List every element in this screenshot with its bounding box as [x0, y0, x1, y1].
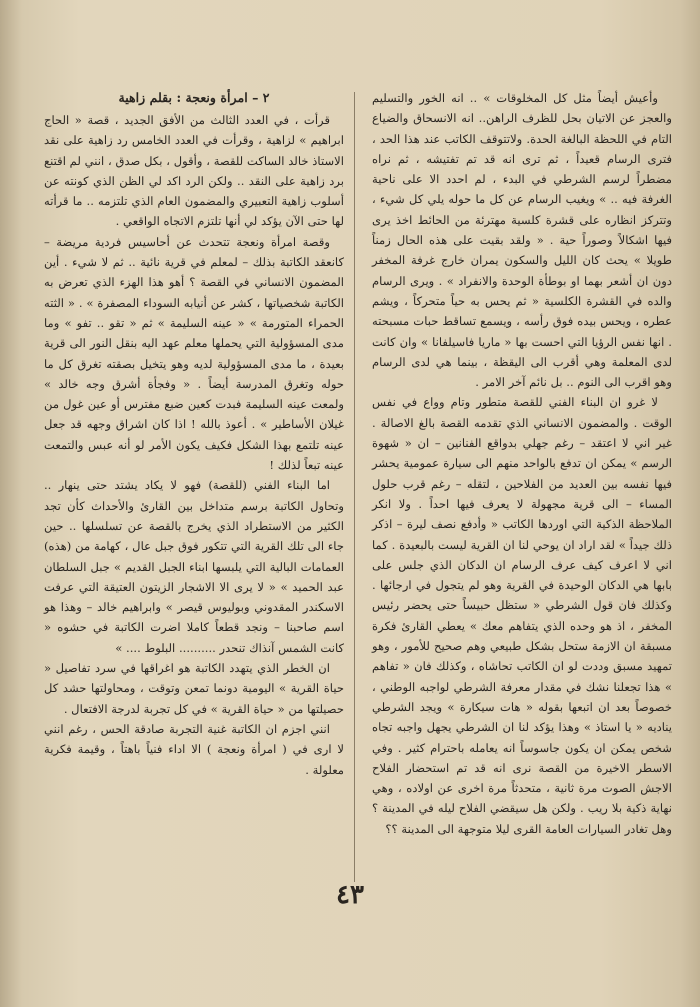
left-paragraph-3: اما البناء الفني (للقصة) فهو لا يكاد يشتد حتى ينهار .. وتحاول الكاتبة برسم متداخل بين القارئ والأحداث كأن تجد الكثير من الاستطراد الذي يخرج بالقصة عن تسلسلها .. حين جاء الى تلك القرية التي تتكور فوق جبل عال ، كهامة من (هذه) العمامات البالية التي يلبسها ابناء الجبل القديم » جبل السلطان عبد الحميد » « لا يرى الا الاشجار الزيتون العتيقة التي عرفت الاسكندر المقدوني وبوليوس قيصر » وابراهيم خالد – وهذا هو اسم صاحبنا – ونجد قطعاً كاملا اضرت الكاتبة في حشوه « كانت الشمس آنذاك تنحدر .......... البلوط .... » — [44, 478, 344, 655]
left-paragraph-2: وقصة امرأة ونعجة تتحدث عن أحاسيس فردية مريضة – كانعقد الكاتبة بذلك – لمعلم في قرية نائية .. ثم لا شيء . أين المضمون الانساني في القصة ؟ أهو هذا الهزء الذي تعرض به الكاتبة شخصياتها ، كشر عن أنيابه السوداء المصفرة » . « الثته الحمراء المتورمة » « عينه السليمة » ثم « تقو .. تفو » وما مدى المسؤولية التي يحملها معلم عهد اليه بنقل النور الى قرية بعيدة ، ما مدى المسؤولية لديه وهو يتخيل بصقته تغرق كل ما حوله وتغرق المدرسة أيضاً . « وفجأة أشرق وجه خالد » ولمعت عينه السليمة فبدت كعين ضبع مفترس أو عين غول من غيلان الأساطير » . أعوذ بالله ! اذا كان اشراق وجهه قد جعل عينه تلتمع بهذا الشكل فكيف يكون الأمر لو أنه عبس والتمعت عينه تبعاً لذلك ! — [44, 234, 344, 473]
left-paragraph-5: انني اجزم ان الكاتبة غنية التجربة صادقة الحس ، رغم انني لا ارى في ( امرأة ونعجة ) الا اداء فنياً باهتاً ، وقيمة فكرية معلولة . — [44, 721, 344, 777]
page-number: ٤٣ — [336, 880, 364, 910]
right-column — [372, 88, 672, 839]
right-paragraph-2: لا غرو ان البناء الفني للقصة متطور وتام وواع في نفس الوقت . والمضمون الانساني الذي تقدمه القصة بالغ الاصالة . غير اني لا اعتقد – رغم جهلي بدواقع الفنانين – ان « شهوة الرسم » يمكن ان تدفع بالواحد منهم الى سيارة عمومية يحشر فيها نفسه بين العديد من الفلاحين ، لتقله – رغم قرب حلول المساء – الى قرية مجهولة لا يعرف فيها احداً . ولا انكر الملاحظة الذكية التي اوردها الكاتب « وأدفع نصف ليرة – اذكر ذلك جيداً » لقد اراد ان يوحي لنا ان القرية ليست بالبعيدة . كما اني لا اعرف كيف عرف الرسام ان الدكان الذي جلس على بابها هي الدكان الوحيدة في القرية وهو لم يتجول في ارجائها . وكذلك فان قول الشرطي « ستظل حبيساً حتى يحضر رئيس المخفر ، اذ هو وحده الذي يتفاهم معك » يعطي القارئ فكرة مسبقة ان الازمة ستحل بشكل طبيعي وهم صحيح للأمور ، وهو تمهيد مسبق وددت لو ان الكاتب تحاشاه ، وكذلك فان « تفاهم » هذا تجعلنا نشك في مقدار معرفة الشرطي لواجبه الوطني ، خصوصاً بعد ان اتبعها بقوله « هات سيكارة » ويجد الشرطي يناديه « يا استاذ » وهذا يؤكد لنا ان الشرطي يجهل واجبه تجاه شخص يمكن ان يكون جاسوساً انه يعامله باحترام كثير . وفي الاسطر الاخيرة من القصة نرى انه قد تم استحضار الفلاح الاجش الصوت مرة ثانية ، متحدثاً مرة اخرى عن اولاده ، وهي نهاية ذكية بلا ريب . ولكن هل سيقضي الفلاح ليله في المدينة ؟ وهل تغادر السيارات العامة القرى ليلا متوجهة الى المدينة ؟؟ — [372, 395, 672, 836]
right-paragraph-1: وأعيش أيضاً مثل كل المخلوقات » .. انه الخور والتسليم والعجز عن الاتيان بحل للظرف الراهن.. انه الانسحاق والضياع التام في اللحظة البالغة الحدة. ولاتتوقف الكاتب عند هذا الحد ، فترى الرسام قعيداً ، ثم ترى انه قد تم تفتيشه ، ثم نراه مضطراً لرسم الشرطي في البدء ، لم احدد الا على ناحية الغرفة فيه .. » ويغيب الرسام عن كل ما حوله يلي كل شيء ، وتتركز انظاره على قشرة كلسية مهترئة من الحائط اخذ يرى فيها اشكالاً وصوراً حية . « ولقد بقيت على هذه الحال زمناً طويلا » يحث كان الليل والسكون يمران خارج غرفة المخفر دون ان أشعر بهما او بوطأة الوحدة والانفراد » . ويرى الرسام والده في القشرة الكلسية « ثم يحس به حياً متحركاً ، ويشم عطره ، ويحس بيده فوق رأسه ، ويسمع تساقط حبات مسبحته . انها نفس الرؤيا التي احست بها « ماريا فاسيلفانا » وان كانت لدى المعلمة وهي أقرب الى اليقظة ، بينما هي لدى الرسام وهو اقرب الى النوم .. بل نائم آخر الامر . — [372, 91, 672, 390]
left-column — [44, 88, 344, 780]
article-heading: ٢ – امرأة ونعجة : بقلم زاهية — [118, 90, 270, 105]
left-paragraph-4: ان الخطر الذي يتهدد الكاتبة هو اغراقها في سرد تفاصيل « حياة القرية » اليومية دونما تمعن وتوقت ، ومحاولتها حشد كل حصيلتها من « حياة القرية » في كل تجربة لدرجة الافتعال . — [44, 661, 344, 716]
column-divider — [354, 92, 355, 882]
left-paragraph-1: قرأت ، في العدد الثالث من الأفق الجديد ، قصة « الحاج ابراهيم » لزاهية ، وقرأت في العدد الخامس رد زاهية على نقد الاستاذ خالد الساكت للقصة ، وأقول ، بكل صدق ، انني لم اقتنع برد زاهية على النقد .. ولكن الرد اكد لي الظن الذي كونته عن أسلوب زاهية التعبيري والمضمون العام الذي تلتزمه .. ما قرأته لها حتى الآن يؤكد لي أنها تلتزم الاتجاه الواقعي . — [44, 113, 344, 229]
